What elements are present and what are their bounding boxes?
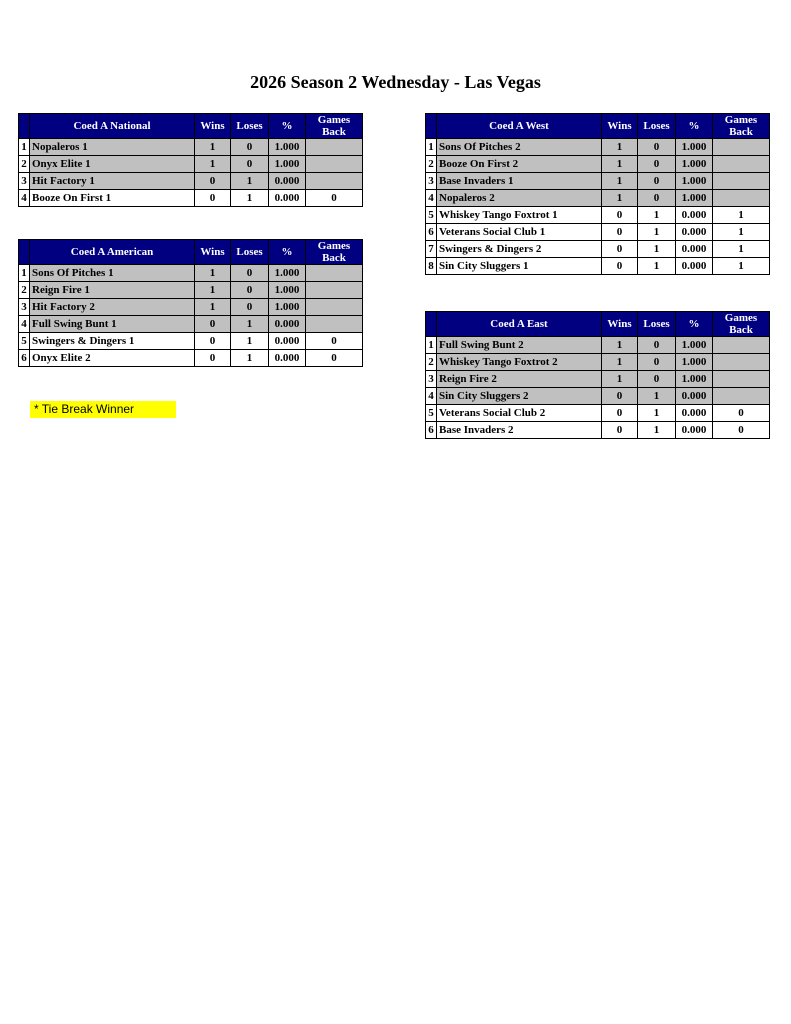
pct-cell: 0.000 — [269, 350, 306, 367]
loses-cell: 0 — [638, 337, 676, 354]
games-back-cell — [713, 371, 770, 388]
loses-cell: 0 — [638, 190, 676, 207]
pct-cell: 1.000 — [269, 139, 306, 156]
loses-cell: 0 — [231, 282, 269, 299]
games-back-cell: 1 — [713, 258, 770, 275]
pct-cell: 0.000 — [676, 224, 713, 241]
pct-cell: 0.000 — [269, 333, 306, 350]
rank-cell: 6 — [426, 224, 437, 241]
table-row — [19, 173, 363, 190]
rank-cell: 4 — [19, 190, 30, 207]
rank-cell: 1 — [19, 265, 30, 282]
rank-header — [426, 312, 437, 337]
standings-table-coed-a-national — [18, 113, 363, 207]
table-row — [19, 282, 363, 299]
team-name: Booze On First 2 — [437, 156, 602, 173]
games-back-cell — [713, 354, 770, 371]
team-name: Full Swing Bunt 2 — [437, 337, 602, 354]
table-row — [426, 173, 770, 190]
table-row — [19, 350, 363, 367]
loses-cell: 0 — [638, 173, 676, 190]
loses-cell: 0 — [231, 299, 269, 316]
team-name: Swingers & Dingers 1 — [30, 333, 195, 350]
loses-cell: 1 — [638, 405, 676, 422]
games-back-cell — [306, 139, 363, 156]
games-back-cell: 0 — [713, 405, 770, 422]
wins-cell: 0 — [602, 422, 638, 439]
games-back-header: Games Back — [306, 114, 363, 139]
team-name: Veterans Social Club 1 — [437, 224, 602, 241]
rank-cell: 3 — [426, 173, 437, 190]
pct-cell: 1.000 — [269, 156, 306, 173]
pct-cell: 0.000 — [676, 405, 713, 422]
team-name: Whiskey Tango Foxtrot 1 — [437, 207, 602, 224]
wins-header: Wins — [195, 240, 231, 265]
table-row — [426, 241, 770, 258]
loses-cell: 0 — [231, 156, 269, 173]
division-name: Coed A National — [30, 114, 195, 139]
games-back-cell: 0 — [306, 350, 363, 367]
loses-cell: 1 — [231, 316, 269, 333]
team-name: Base Invaders 2 — [437, 422, 602, 439]
standings-table-coed-a-american — [18, 239, 363, 367]
wins-header: Wins — [602, 114, 638, 139]
pct-header: % — [676, 114, 713, 139]
wins-cell: 0 — [602, 207, 638, 224]
team-name: Hit Factory 1 — [30, 173, 195, 190]
wins-cell: 1 — [602, 337, 638, 354]
pct-header: % — [269, 240, 306, 265]
games-back-cell — [306, 173, 363, 190]
rank-cell: 1 — [426, 139, 437, 156]
pct-header: % — [269, 114, 306, 139]
wins-cell: 1 — [195, 282, 231, 299]
games-back-cell — [306, 265, 363, 282]
wins-cell: 1 — [195, 299, 231, 316]
rank-cell: 2 — [19, 282, 30, 299]
rank-cell: 4 — [19, 316, 30, 333]
team-name: Whiskey Tango Foxtrot 2 — [437, 354, 602, 371]
loses-header: Loses — [231, 240, 269, 265]
loses-cell: 1 — [231, 173, 269, 190]
pct-cell: 0.000 — [269, 190, 306, 207]
loses-cell: 1 — [231, 350, 269, 367]
rank-header — [19, 240, 30, 265]
games-back-cell: 1 — [713, 207, 770, 224]
team-name: Sin City Sluggers 2 — [437, 388, 602, 405]
table-row — [19, 333, 363, 350]
table-header-row — [19, 240, 363, 265]
rank-cell: 5 — [426, 405, 437, 422]
wins-cell: 0 — [195, 190, 231, 207]
pct-cell: 1.000 — [269, 282, 306, 299]
team-name: Sons Of Pitches 2 — [437, 139, 602, 156]
loses-cell: 0 — [231, 139, 269, 156]
wins-cell: 0 — [602, 241, 638, 258]
pct-cell: 1.000 — [676, 371, 713, 388]
division-name: Coed A East — [437, 312, 602, 337]
rank-cell: 2 — [426, 156, 437, 173]
wins-cell: 1 — [195, 139, 231, 156]
loses-cell: 1 — [231, 190, 269, 207]
rank-cell: 3 — [19, 173, 30, 190]
table-row — [19, 156, 363, 173]
loses-cell: 1 — [638, 422, 676, 439]
loses-header: Loses — [231, 114, 269, 139]
team-name: Sin City Sluggers 1 — [437, 258, 602, 275]
pct-cell: 0.000 — [676, 207, 713, 224]
team-name: Sons Of Pitches 1 — [30, 265, 195, 282]
rank-cell: 1 — [19, 139, 30, 156]
pct-cell: 1.000 — [676, 139, 713, 156]
wins-cell: 0 — [195, 333, 231, 350]
wins-cell: 1 — [602, 139, 638, 156]
rank-cell: 8 — [426, 258, 437, 275]
loses-header: Loses — [638, 312, 676, 337]
table-row — [426, 422, 770, 439]
team-name: Full Swing Bunt 1 — [30, 316, 195, 333]
loses-cell: 1 — [638, 388, 676, 405]
wins-cell: 0 — [602, 258, 638, 275]
pct-cell: 1.000 — [269, 299, 306, 316]
pct-cell: 0.000 — [269, 316, 306, 333]
games-back-cell: 0 — [306, 333, 363, 350]
table-row — [426, 258, 770, 275]
team-name: Nopaleros 1 — [30, 139, 195, 156]
pct-cell: 0.000 — [269, 173, 306, 190]
games-back-cell: 0 — [713, 422, 770, 439]
games-back-cell — [713, 156, 770, 173]
team-name: Reign Fire 1 — [30, 282, 195, 299]
loses-cell: 1 — [638, 224, 676, 241]
rank-header — [19, 114, 30, 139]
pct-cell: 1.000 — [269, 265, 306, 282]
table-row — [426, 388, 770, 405]
rank-cell: 5 — [426, 207, 437, 224]
wins-cell: 0 — [602, 405, 638, 422]
pct-cell: 1.000 — [676, 337, 713, 354]
table-header-row — [426, 114, 770, 139]
loses-cell: 1 — [638, 241, 676, 258]
team-name: Nopaleros 2 — [437, 190, 602, 207]
games-back-header: Games Back — [713, 312, 770, 337]
games-back-cell: 1 — [713, 224, 770, 241]
team-name: Veterans Social Club 2 — [437, 405, 602, 422]
standings-table-coed-a-east — [425, 311, 770, 439]
table-row — [426, 139, 770, 156]
games-back-cell — [713, 190, 770, 207]
wins-cell: 0 — [602, 388, 638, 405]
table-row — [426, 354, 770, 371]
table-row — [426, 224, 770, 241]
wins-header: Wins — [195, 114, 231, 139]
pct-cell: 0.000 — [676, 422, 713, 439]
wins-cell: 1 — [195, 265, 231, 282]
rank-header — [426, 114, 437, 139]
page-title: 2026 Season 2 Wednesday - Las Vegas — [250, 72, 541, 92]
tie-break-note: * Tie Break Winner — [30, 401, 176, 418]
team-name: Hit Factory 2 — [30, 299, 195, 316]
table-row — [19, 139, 363, 156]
team-name: Onyx Elite 1 — [30, 156, 195, 173]
wins-cell: 1 — [602, 354, 638, 371]
games-back-cell — [713, 173, 770, 190]
team-name: Swingers & Dingers 2 — [437, 241, 602, 258]
team-name: Base Invaders 1 — [437, 173, 602, 190]
rank-cell: 6 — [426, 422, 437, 439]
table-row — [426, 190, 770, 207]
table-row — [426, 337, 770, 354]
rank-cell: 6 — [19, 350, 30, 367]
loses-cell: 1 — [231, 333, 269, 350]
loses-cell: 1 — [638, 207, 676, 224]
games-back-cell: 0 — [306, 190, 363, 207]
wins-cell: 0 — [195, 173, 231, 190]
rank-cell: 1 — [426, 337, 437, 354]
table-row — [19, 299, 363, 316]
wins-cell: 1 — [602, 156, 638, 173]
wins-cell: 1 — [195, 156, 231, 173]
loses-cell: 0 — [231, 265, 269, 282]
pct-cell: 1.000 — [676, 156, 713, 173]
table-row — [426, 156, 770, 173]
games-back-header: Games Back — [306, 240, 363, 265]
division-name: Coed A American — [30, 240, 195, 265]
wins-cell: 0 — [195, 316, 231, 333]
rank-cell: 3 — [19, 299, 30, 316]
wins-cell: 0 — [602, 224, 638, 241]
games-back-cell — [306, 299, 363, 316]
rank-cell: 2 — [426, 354, 437, 371]
table-row — [19, 316, 363, 333]
games-back-header: Games Back — [713, 114, 770, 139]
wins-cell: 1 — [602, 173, 638, 190]
pct-cell: 1.000 — [676, 173, 713, 190]
rank-cell: 3 — [426, 371, 437, 388]
team-name: Booze On First 1 — [30, 190, 195, 207]
loses-cell: 0 — [638, 354, 676, 371]
rank-cell: 5 — [19, 333, 30, 350]
pct-cell: 1.000 — [676, 354, 713, 371]
rank-cell: 7 — [426, 241, 437, 258]
table-header-row — [19, 114, 363, 139]
games-back-cell: 1 — [713, 241, 770, 258]
team-name: Onyx Elite 2 — [30, 350, 195, 367]
wins-header: Wins — [602, 312, 638, 337]
table-row — [426, 207, 770, 224]
pct-cell: 0.000 — [676, 241, 713, 258]
games-back-cell — [713, 337, 770, 354]
rank-cell: 2 — [19, 156, 30, 173]
pct-header: % — [676, 312, 713, 337]
games-back-cell — [713, 388, 770, 405]
table-row — [19, 265, 363, 282]
loses-cell: 0 — [638, 156, 676, 173]
loses-cell: 0 — [638, 371, 676, 388]
pct-cell: 0.000 — [676, 258, 713, 275]
rank-cell: 4 — [426, 190, 437, 207]
standings-table-coed-a-west — [425, 113, 770, 275]
rank-cell: 4 — [426, 388, 437, 405]
table-row — [426, 371, 770, 388]
table-row — [426, 405, 770, 422]
loses-header: Loses — [638, 114, 676, 139]
table-header-row — [426, 312, 770, 337]
games-back-cell — [306, 316, 363, 333]
loses-cell: 1 — [638, 258, 676, 275]
games-back-cell — [306, 282, 363, 299]
pct-cell: 1.000 — [676, 190, 713, 207]
games-back-cell — [306, 156, 363, 173]
pct-cell: 0.000 — [676, 388, 713, 405]
loses-cell: 0 — [638, 139, 676, 156]
wins-cell: 0 — [195, 350, 231, 367]
wins-cell: 1 — [602, 371, 638, 388]
team-name: Reign Fire 2 — [437, 371, 602, 388]
division-name: Coed A West — [437, 114, 602, 139]
games-back-cell — [713, 139, 770, 156]
wins-cell: 1 — [602, 190, 638, 207]
table-row — [19, 190, 363, 207]
